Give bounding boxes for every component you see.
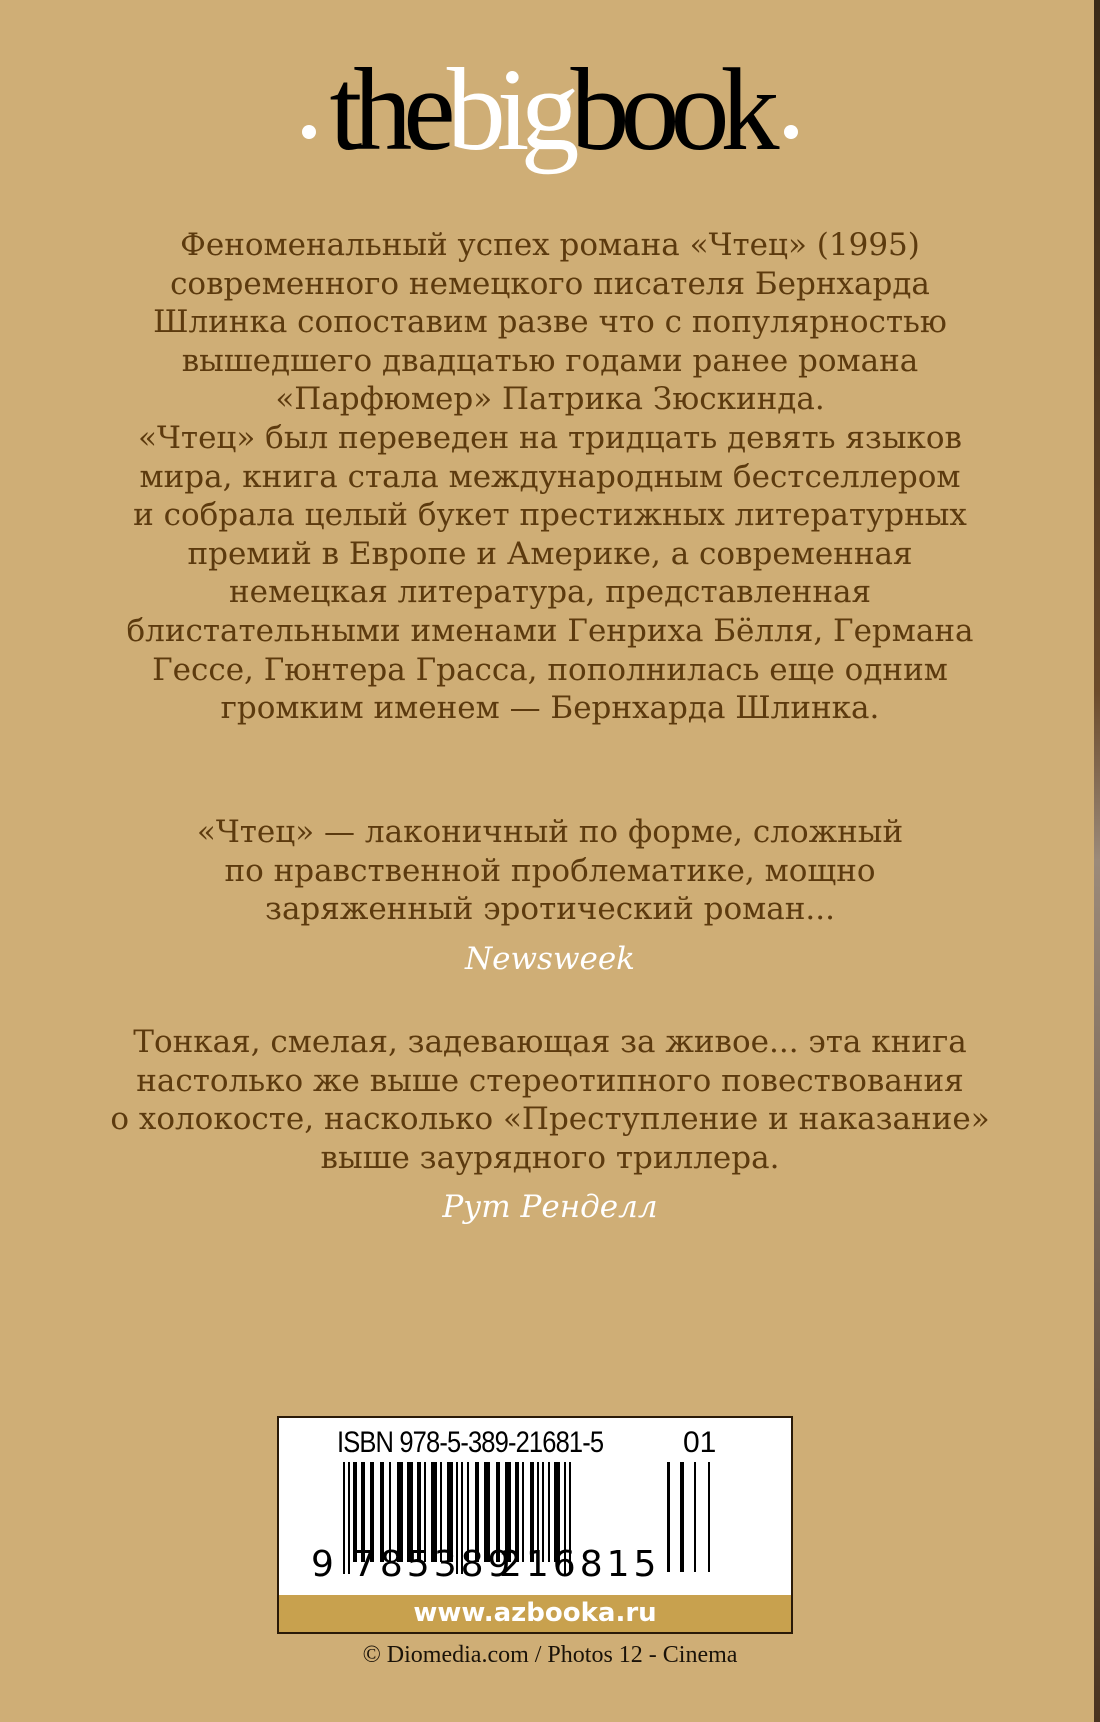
logo-text-book: book [570, 44, 771, 175]
logo-dot-right [784, 125, 798, 139]
barcode-bar [708, 1462, 710, 1572]
text-line: заряженный эротический роман... [265, 891, 835, 928]
text-line: мира, книга стала международным бестселлером [139, 458, 961, 495]
photo-credit: © Diomedia.com / Photos 12 - Cinema [362, 1642, 738, 1668]
quote-source: Рут Ренделл [442, 1189, 658, 1226]
publisher-url: www.azbooka.ru [279, 1595, 791, 1632]
text-line: Шлинка сопоставим разве что с популярностью [153, 304, 947, 341]
barcode-box [277, 1416, 793, 1634]
text-line: по нравственной проблематике, мощно [224, 852, 876, 889]
isbn-text: ISBN 978-5-389-21681-5 [337, 1426, 604, 1459]
barcode-bar [694, 1462, 696, 1572]
text-line: Феноменальный успех романа «Чтец» (1995) [180, 227, 920, 263]
barcode-bar [667, 1462, 670, 1572]
publisher-logo [0, 40, 1100, 180]
text-line: «Чтец» — лаконичный по форме, сложный [196, 814, 904, 850]
isbn-addon: 01 [683, 1426, 717, 1459]
logo-text-the: the [329, 44, 447, 175]
text-line: Тонкая, смелая, задевающая за живое... эта книга [133, 1024, 967, 1060]
review-quote-rendell [0, 1023, 1100, 1227]
logo-text-big: big [446, 44, 571, 175]
ean-left-digits: 785389 [353, 1544, 515, 1585]
text-line: премий в Европе и Америке, а современная [187, 535, 913, 572]
text-line: выше заурядного триллера. [320, 1139, 780, 1176]
text-line: блистательными именами Генриха Бёлля, Германа [126, 612, 974, 649]
ean-right-digits: 216815 [499, 1544, 661, 1585]
quote-source: Newsweek [465, 940, 635, 977]
barcode-bar [680, 1462, 684, 1572]
text-line: о холокосте, насколько «Преступление и наказание» [110, 1101, 990, 1138]
text-line: «Чтец» был переведен на тридцать девять языков [138, 419, 962, 456]
ean-first-digit: 9 [311, 1544, 338, 1585]
barcode-bar [348, 1462, 350, 1574]
barcode-bar [343, 1462, 345, 1574]
text-line: и собрала целый букет престижных литературных [133, 497, 967, 534]
review-quote-newsweek [0, 813, 1100, 978]
book-description [0, 226, 1100, 728]
text-line: Гессе, Гюнтера Грасса, пополнилась еще одним [152, 651, 948, 688]
text-line: настолько же выше стереотипного повествования [136, 1062, 964, 1099]
logo-dot-left [302, 125, 316, 139]
text-line: немецкая литература, представленная [228, 574, 872, 611]
text-line: современного немецкого писателя Бернхарда [170, 265, 930, 302]
text-line: громким именем — Бернхарда Шлинка. [220, 690, 880, 727]
text-line: «Парфюмер» Патрика Зюскинда. [275, 381, 825, 418]
text-line: вышедшего двадцатью годами ранее романа [181, 342, 919, 379]
